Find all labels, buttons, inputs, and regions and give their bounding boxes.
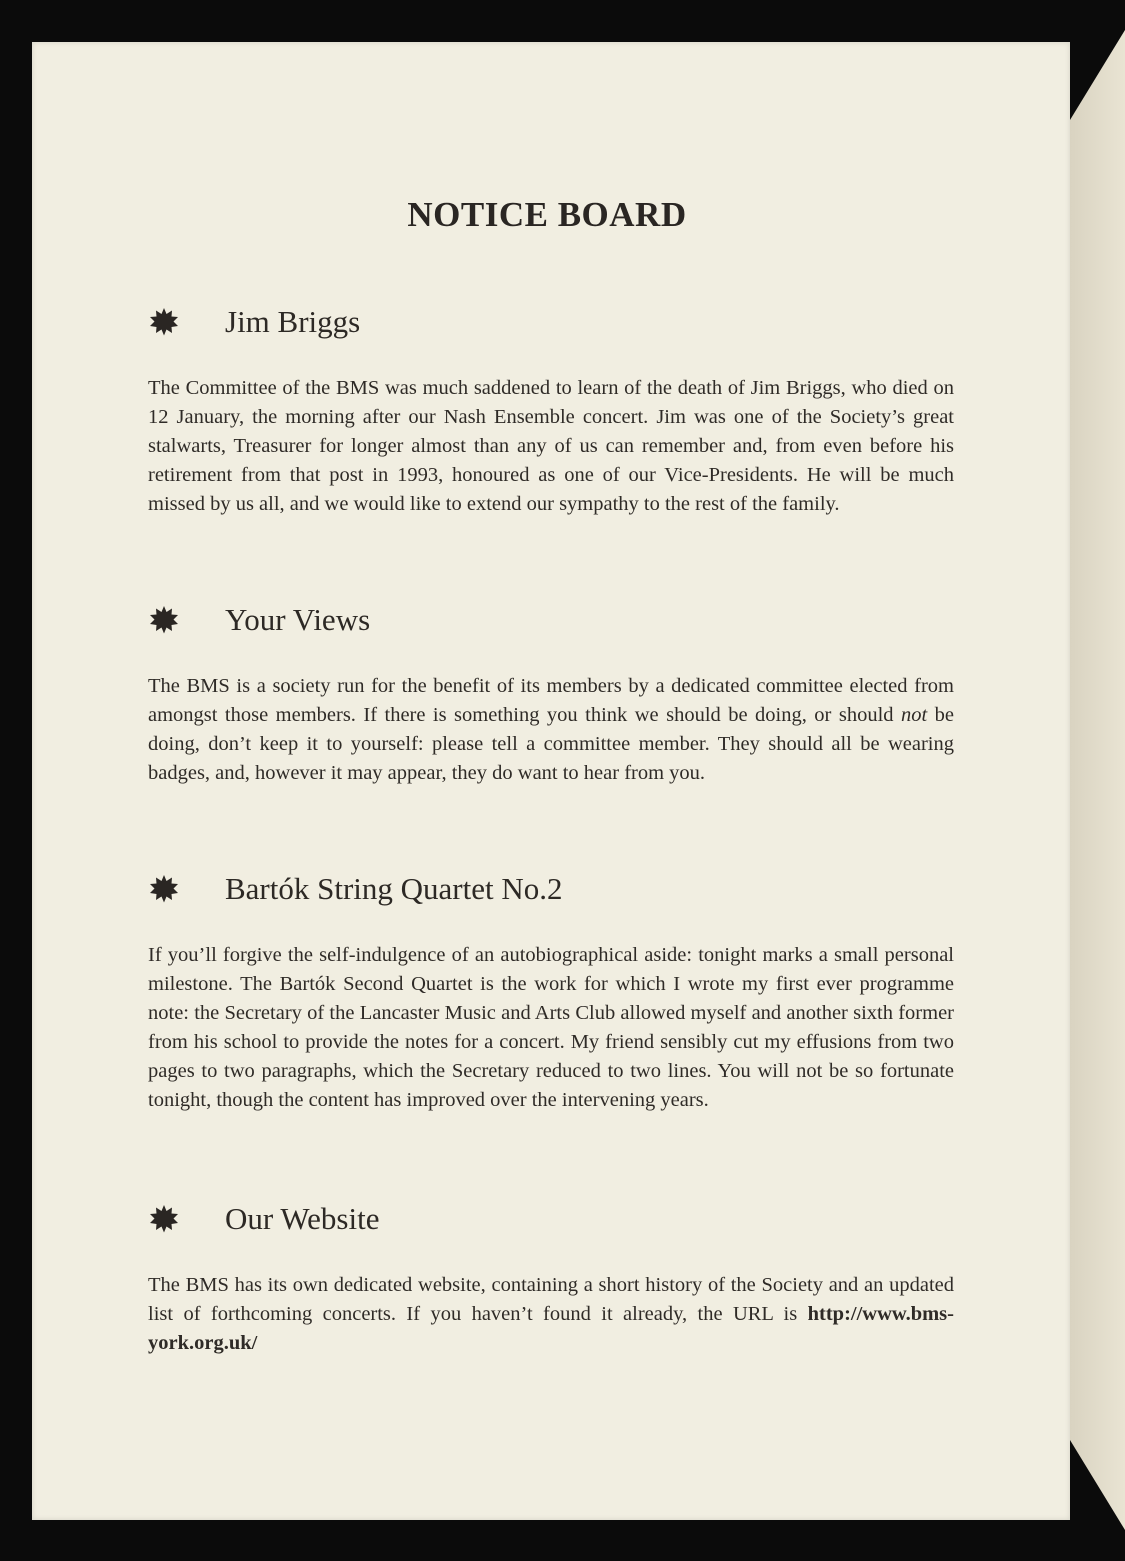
section-bartok-quartet (148, 867, 954, 1115)
section-jim-briggs (148, 300, 954, 519)
section-heading (148, 598, 954, 642)
website-url: http://www.bms-york.org.uk/ (148, 1303, 954, 1354)
starburst-icon (148, 604, 180, 636)
page-title: NOTICE BOARD (407, 195, 687, 234)
section-body (148, 672, 954, 788)
section-heading-text: Our Website (225, 1201, 380, 1236)
adjacent-page-edge (1070, 30, 1125, 1530)
section-heading (148, 1197, 954, 1241)
section-heading-text: Bartók String Quartet No.2 (225, 871, 563, 906)
section-our-website (148, 1197, 954, 1358)
section-body: If you’ll forgive the self-indulgence of an autobiographical aside: tonight marks a small personal milestone. The Bartók Second Quartet is the work for which I wrote my first ever programme note: the Secretary of the Lancaster Music and Arts Club allowed myself and another sixth former from his school to provide the notes for a concert. My friend sensibly cut my effusions from two pages to two paragraphs, which the Secretary reduced to two lines. You will not be so fortunate tonight, though the content has improved over the intervening years. (148, 944, 954, 1111)
emphasized-word: not (900, 704, 928, 726)
body-text: The BMS is a society run for the benefit of its members by a dedicated committee elected from amongst those members. If there is something you think we should be doing, or should (148, 675, 954, 726)
section-heading-text: Your Views (225, 602, 371, 637)
starburst-icon (148, 1203, 180, 1235)
section-heading-text: Jim Briggs (225, 304, 361, 339)
section-heading (148, 300, 954, 344)
section-heading (148, 867, 954, 911)
section-body: The Committee of the BMS was much saddened to learn of the death of Jim Briggs, who died on 12 January, the morning after our Nash Ensemble concert. Jim was one of the Society’s great stalwarts, Treasurer for longer almost than any of us can remember and, from even before his retirement from that post in 1993, honoured as one of our Vice-Presidents. He will be much missed by us all, and we would like to extend our sympathy to the rest of the family. (148, 377, 954, 515)
body-text: be doing, don’t keep it to yourself: please tell a committee member. They should all be wearing badges, and, however it may appear, they do want to hear from you. (148, 704, 954, 784)
section-body (148, 1271, 954, 1358)
section-your-views (148, 598, 954, 788)
starburst-icon (148, 306, 180, 338)
body-text: The BMS has its own dedicated website, containing a short history of the Society and an updated list of forthcoming concerts. If you haven’t found it already, the URL is (148, 1274, 954, 1325)
starburst-icon (148, 873, 180, 905)
